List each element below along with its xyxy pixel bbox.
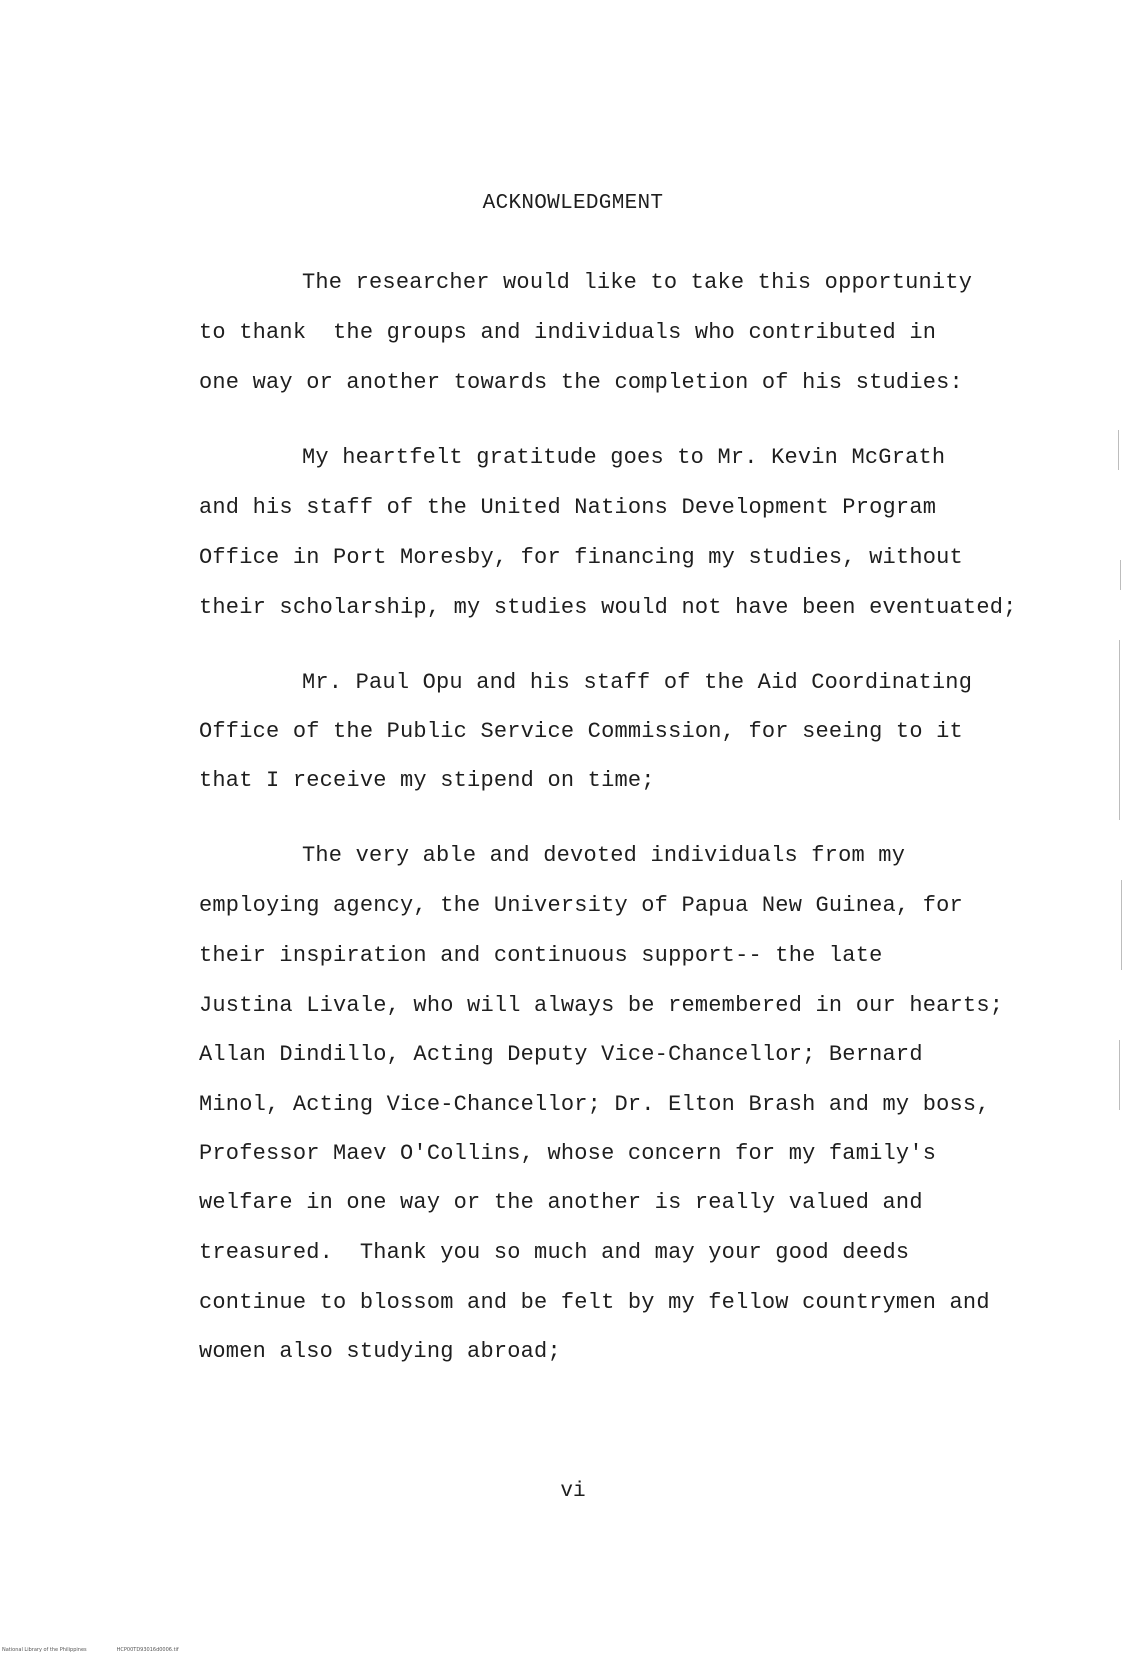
page-number: vi [560, 1480, 586, 1503]
footer-library: National Library of the Philippines [2, 1647, 87, 1653]
footer-file-id: HCP00TD93016d0006.tif [116, 1647, 179, 1653]
paragraph-2-line-1: My heartfelt gratitude goes to Mr. Kevin McGrath [302, 445, 946, 470]
page-heading: ACKNOWLEDGMENT [482, 192, 664, 215]
paragraph-4-line-3: their inspiration and continuous support-- the late [199, 943, 883, 968]
paragraph-4-line-10: continue to blossom and be felt by my fellow countrymen and [199, 1290, 990, 1315]
paragraph-3-line-1: Mr. Paul Opu and his staff of the Aid Coordinating [302, 670, 973, 695]
paragraph-4-line-6: Minol, Acting Vice-Chancellor; Dr. Elton Brash and my boss, [199, 1092, 990, 1117]
paragraph-1-line-1: The researcher would like to take this opportunity [302, 270, 973, 295]
scan-artifact [1119, 1040, 1120, 1110]
paragraph-4-line-1: The very able and devoted individuals from my [302, 843, 906, 868]
paragraph-1-line-2: to thank the groups and individuals who contributed in [199, 320, 937, 345]
paragraph-2-line-2: and his staff of the United Nations Development Program [199, 495, 937, 520]
scan-artifact [1121, 880, 1122, 970]
scan-artifact [1119, 640, 1120, 820]
scan-artifact [1120, 560, 1121, 590]
paragraph-4-line-2: employing agency, the University of Papua New Guinea, for [199, 893, 963, 918]
paragraph-4-line-7: Professor Maev O'Collins, whose concern for my family's [199, 1141, 937, 1166]
scan-footer [2, 1647, 179, 1653]
scan-artifact [1118, 430, 1119, 470]
paragraph-4-line-11: women also studying abroad; [199, 1339, 561, 1364]
paragraph-3-line-2: Office of the Public Service Commission, for seeing to it [199, 719, 963, 744]
paragraph-4-line-9: treasured. Thank you so much and may your good deeds [199, 1240, 910, 1265]
paragraph-2-line-3: Office in Port Moresby, for financing my studies, without [199, 545, 963, 570]
paragraph-2-line-4: their scholarship, my studies would not have been eventuated; [199, 595, 1017, 620]
paragraph-3-line-3: that I receive my stipend on time; [199, 768, 655, 793]
paragraph-4-line-8: welfare in one way or the another is really valued and [199, 1190, 923, 1215]
paragraph-4-line-4: Justina Livale, who will always be remembered in our hearts; [199, 993, 1004, 1018]
paragraph-1-line-3: one way or another towards the completion of his studies: [199, 370, 963, 395]
paragraph-4-line-5: Allan Dindillo, Acting Deputy Vice-Chancellor; Bernard [199, 1042, 923, 1067]
